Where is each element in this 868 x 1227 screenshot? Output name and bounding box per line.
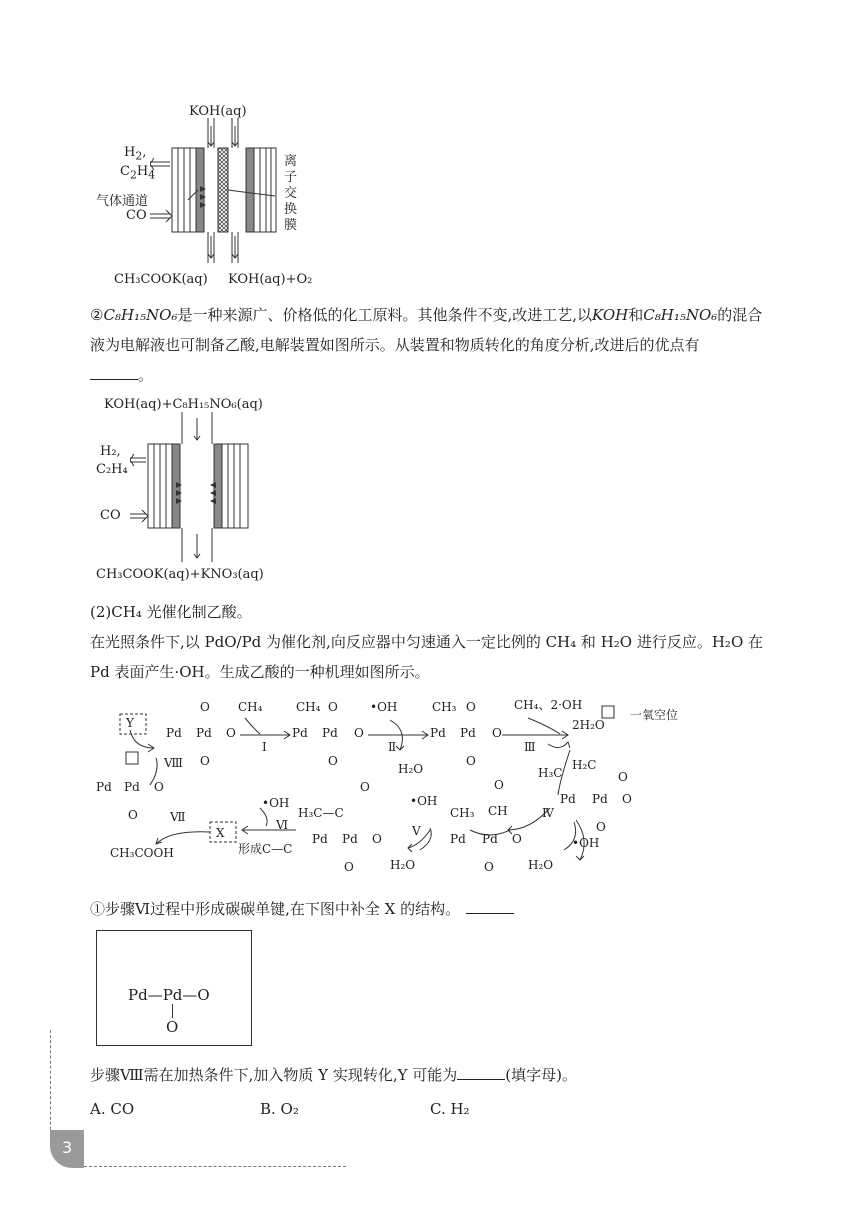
answer-blank[interactable]: [457, 1065, 505, 1080]
page-border-dashed-vertical: [50, 1030, 51, 1140]
mech-oh-label: •OH: [262, 796, 290, 810]
mech-ch3cooh-label: CH₃COOH: [110, 846, 174, 860]
mech-ch3-label: CH₃: [450, 806, 475, 820]
mech-step-label: Ⅰ: [262, 740, 267, 754]
conjunction: 和: [628, 306, 644, 324]
mech-o-label: O: [154, 780, 164, 794]
mech-pd-label: Pd: [560, 792, 576, 806]
mech-step-label: Ⅳ: [542, 806, 554, 820]
answer-blank[interactable]: [466, 899, 514, 914]
mech-oh-label: •OH: [572, 836, 600, 850]
part2-paragraph-2: Pd 表面产生·OH。生成乙酸的一种机理如图所示。: [90, 663, 430, 681]
cell1-h2-label: $H_2$,: [124, 145, 147, 163]
mech-step-label: Ⅱ: [388, 740, 397, 754]
cell1-top-label: KOH(aq): [189, 104, 247, 119]
question-1-text: [90, 894, 514, 924]
mech-oh-label: •OH: [370, 700, 398, 714]
mech-h3c-c-label: H₃C—C: [298, 806, 344, 820]
mech-o-label: O: [344, 860, 354, 874]
mech-o-label: O: [484, 860, 494, 874]
h-symbol: H: [124, 145, 136, 160]
mech-o-label: O: [466, 754, 476, 768]
mech-h2o-label: H₂O: [390, 858, 416, 872]
mech-pd-label: Pd: [460, 726, 476, 740]
mech-o-label: O: [622, 792, 632, 806]
question-2-paragraph: [90, 300, 810, 390]
structure-text: Pd—Pd—O: [128, 986, 210, 1004]
mech-step-label: Ⅵ: [276, 818, 289, 832]
mech-pd-label: Pd: [292, 726, 308, 740]
mech-o-label: O: [372, 832, 382, 846]
cell2-bottom-label: CH₃COOK(aq)+KNO₃(aq): [96, 567, 264, 582]
mech-o-label: O: [328, 700, 338, 714]
membrane-char: 换: [284, 202, 298, 217]
mech-pd-label: Pd: [430, 726, 446, 740]
membrane-char: 交: [284, 186, 298, 201]
answer-box-structure: [128, 986, 210, 1004]
mech-pd-label: Pd: [166, 726, 182, 740]
cell2-c2h4-label: C₂H₄: [96, 462, 128, 477]
mech-two-h2o: 2H₂O: [572, 718, 605, 732]
mech-step-label: Ⅷ: [164, 756, 183, 770]
mech-o-label: O: [328, 754, 338, 768]
mech-o-label: O: [492, 726, 502, 740]
question-text: 液为电解液也可制备乙酸,电解装置如图所示。从装置和物质转化的角度分析,改进后的优点有: [90, 336, 700, 354]
h-symbol: H: [136, 164, 149, 179]
mech-o-label: O: [596, 820, 606, 834]
membrane-char: 子: [284, 170, 298, 185]
cell2-co-label: CO: [100, 508, 121, 523]
electrolysis-cell-2: [130, 412, 260, 572]
mech-pd-label: Pd: [96, 780, 112, 794]
mech-h3c-label: H₃C: [538, 766, 563, 780]
formula: KOH: [592, 306, 629, 324]
mech-ch3-label: CH₃: [432, 700, 457, 714]
part2-title: (2)CH₄ 光催化制乙酸。: [90, 603, 252, 621]
answer-blank[interactable]: [90, 365, 138, 380]
mech-vacancy-label: 一氧空位: [630, 708, 679, 722]
mech-x-label: X: [216, 826, 225, 840]
question-text: 步骤Ⅷ需在加热条件下,加入物质 Y 实现转化,Y 可能为: [90, 1066, 458, 1084]
mech-step-label: Ⅶ: [170, 810, 186, 824]
option-a[interactable]: A. CO: [90, 1100, 135, 1118]
mech-h2o-label: H₂O: [528, 858, 554, 872]
cell1-bottom-right: KOH(aq)+O₂: [228, 272, 313, 287]
mech-ch4-2oh: CH₄、2·OH: [514, 698, 583, 712]
mech-o-label: O: [128, 808, 138, 822]
gas-channel-label: 气体通道: [96, 194, 149, 209]
cell1-c2h4-label: [120, 164, 155, 182]
mech-y-label: Y: [126, 716, 134, 730]
answer-box-o: O: [166, 1018, 179, 1036]
cell2-top-label: KOH(aq)+C₈H₁₅NO₆(aq): [104, 397, 263, 412]
cell2-h2-label: H₂,: [100, 444, 121, 459]
question-text: (填字母)。: [505, 1066, 577, 1084]
electrolysis-cell-1: [150, 118, 290, 268]
mech-o-label: O: [494, 778, 504, 792]
period: 。: [138, 366, 154, 384]
mech-ch-label: CH: [488, 804, 508, 818]
mech-pd-label: Pd: [592, 792, 608, 806]
mech-o-label: O: [226, 726, 236, 740]
page-number: 3: [62, 1138, 73, 1157]
mech-o-label: O: [512, 832, 522, 846]
mech-pd-label: Pd: [450, 832, 466, 846]
cell1-bottom-left: CH₃COOK(aq): [114, 272, 208, 287]
mech-form-cc-label: 形成C—C: [238, 842, 293, 856]
mech-pd-label: Pd: [342, 832, 358, 846]
question-3-text: [90, 1060, 577, 1090]
mech-pd-label: Pd: [196, 726, 212, 740]
mech-pd-label: Pd: [312, 832, 328, 846]
c-symbol: C: [120, 164, 130, 179]
sub-4: 4: [148, 168, 156, 182]
question-text: ①步骤Ⅵ过程中形成碳碳单键,在下图中补全 X 的结构。: [90, 900, 461, 918]
mech-o-label: O: [360, 780, 370, 794]
cell1-co-label: CO: [126, 208, 147, 223]
mech-ch4-label: CH₄: [296, 700, 321, 714]
mech-pd-label: Pd: [322, 726, 338, 740]
mech-ch4-label: CH₄: [238, 700, 263, 714]
mech-o-label: O: [618, 770, 628, 784]
membrane-char: 膜: [284, 218, 298, 233]
part2-paragraph-1: 在光照条件下,以 PdO/Pd 为催化剂,向反应器中匀速通入一定比例的 CH₄ 和 H₂O 进行反应。H₂O 在: [90, 633, 764, 651]
mech-h2o-label: H₂O: [398, 762, 424, 776]
mech-pd-label: Pd: [124, 780, 140, 794]
question-text: 的混合: [717, 306, 763, 324]
mech-step-label: Ⅲ: [524, 740, 536, 754]
membrane-label: [284, 154, 298, 234]
answer-box-bond: [172, 1004, 173, 1018]
formula: C₈H₁₅NO₆: [643, 306, 718, 324]
formula: C₈H₁₅NO₆: [103, 306, 178, 324]
mech-o-label: O: [354, 726, 364, 740]
sub-2: 2: [135, 149, 143, 163]
page-border-dashed-horizontal: [84, 1166, 346, 1167]
mech-h2c-label: H₂C: [572, 758, 597, 772]
question-text: 是一种来源广、价格低的化工原料。其他条件不变,改进工艺,以: [177, 306, 593, 324]
option-b[interactable]: B. O₂: [260, 1100, 299, 1118]
mech-o-label: O: [200, 754, 210, 768]
circled-number: ②: [90, 306, 104, 324]
mech-o-label: O: [466, 700, 476, 714]
mech-oh-label: •OH: [410, 794, 438, 808]
mech-pd-label: Pd: [482, 832, 498, 846]
membrane-char: 离: [284, 154, 298, 169]
sub-2: 2: [129, 168, 137, 182]
mech-step-label: Ⅴ: [412, 824, 421, 838]
option-c[interactable]: C. H₂: [430, 1100, 470, 1118]
mech-o-label: O: [200, 700, 210, 714]
